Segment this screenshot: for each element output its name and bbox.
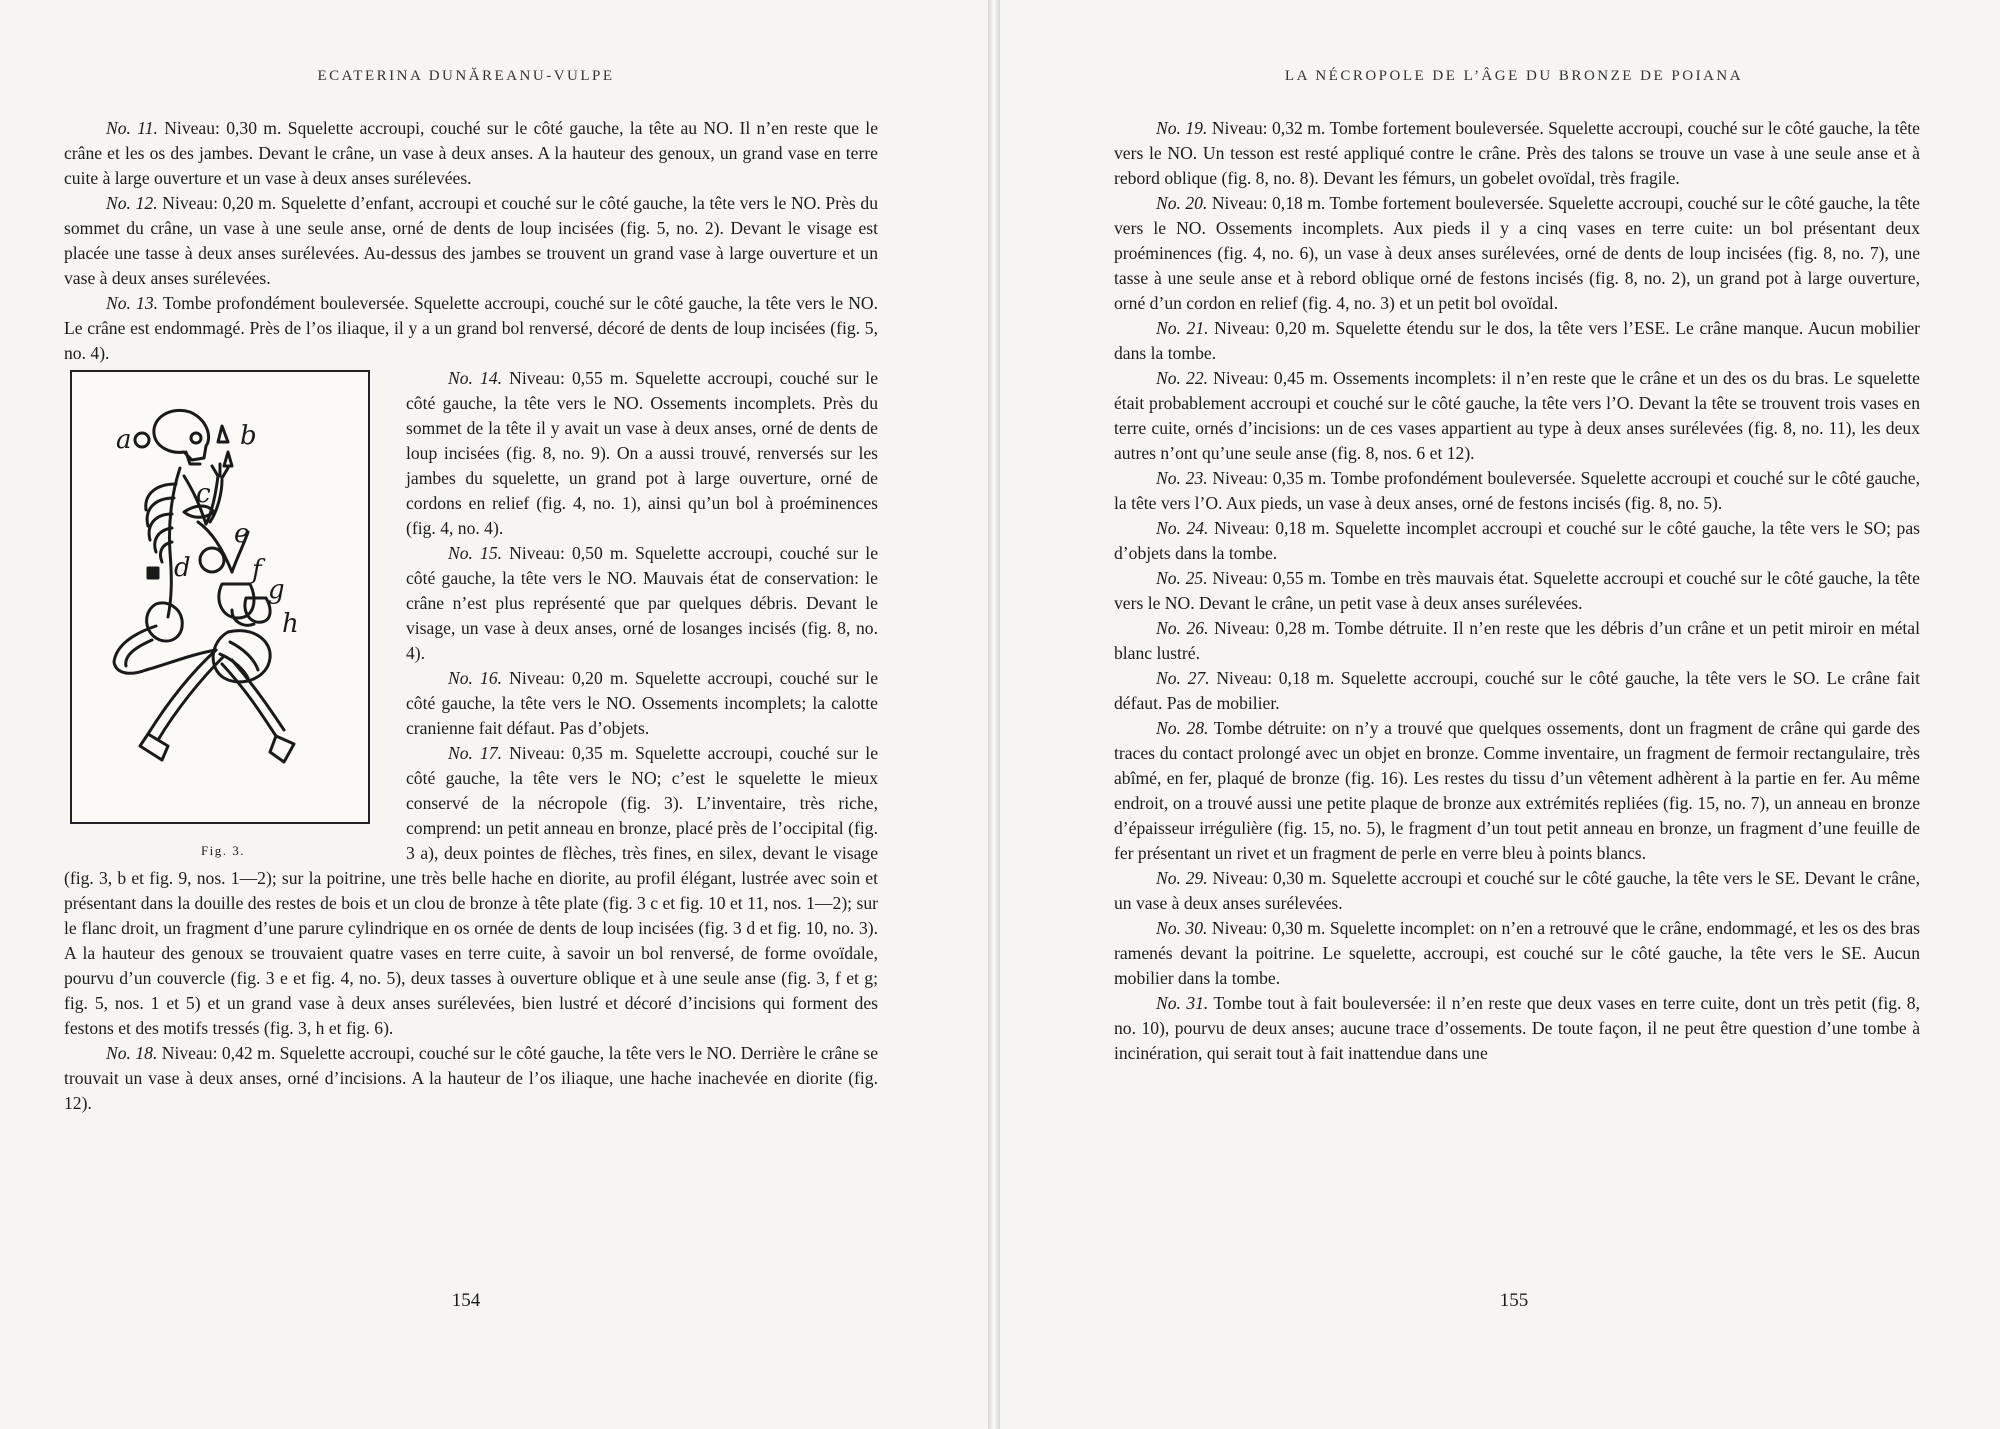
- figure-label-h: h: [282, 609, 299, 639]
- figure-label-c: c: [196, 479, 211, 509]
- tomb-description: Niveau: 0,20 m. Squelette accroupi, couché sur le côté gauche, la tête vers le NO. Ossements incomplets; la calotte cranienne fait défaut. Pas d’objets.: [406, 668, 878, 738]
- tomb-description: Niveau: 0,35 m. Tombe profondément bouleversée. Squelette accroupi et couché sur le côté gauche, la tête vers l’O. Aux pieds, un vase à deux anses, orné de festons incisés (fig. 8, no. 5).: [1114, 468, 1920, 513]
- tomb-entry: [64, 291, 878, 366]
- tomb-entry: [64, 116, 878, 191]
- tomb-number: No. 28.: [1156, 718, 1209, 738]
- figure-caption: Fig. 3.: [200, 843, 246, 858]
- tomb-number: No. 27.: [1156, 668, 1210, 688]
- tomb-entry: [64, 1041, 878, 1116]
- figure-label-e: e: [234, 519, 250, 549]
- tomb-number: No. 23.: [1156, 468, 1208, 488]
- right-page: [1000, 0, 2000, 1429]
- tomb-description: Niveau: 0,30 m. Squelette incomplet: on n’en a retrouvé que le crâne, endommagé, et les os des bras ramenés devant la poitrine. Le squelette, accroupi, est couché sur le côté gauche, la tête vers le SE. Aucun mobilier dans la tombe.: [1114, 918, 1920, 988]
- tomb-number: No. 26.: [1156, 618, 1209, 638]
- tomb-description: Niveau: 0,50 m. Squelette accroupi, couché sur le côté gauche, la tête vers le NO. Mauvais état de conservation: le crâne n’est plus représenté que par quelques débris. Devant le visage, un vase à deux anses, orné de losanges incisés (fig. 8, no. 4).: [406, 543, 878, 663]
- tomb-number: No. 25.: [1156, 568, 1208, 588]
- tomb-number: No. 29.: [1156, 868, 1208, 888]
- tomb-entry: [1114, 916, 1920, 991]
- figure-label-g: g: [268, 575, 285, 605]
- skeleton-drawing: [72, 372, 368, 822]
- tomb-entry: [1114, 516, 1920, 566]
- figure-frame: [70, 370, 370, 824]
- tomb-number: No. 11.: [106, 118, 158, 138]
- running-head-left: ECATERINA DUNĂREANU-VULPE: [317, 68, 615, 84]
- tomb-description: Niveau: 0,30 m. Squelette accroupi, couché sur le côté gauche, la tête au NO. Il n’en reste que le crâne et les os des jambes. Devant le crâne, un vase à deux anses. A la hauteur des genoux, un grand vase en terre cuite à large ouverture et un vase à deux anses surélevées.: [64, 118, 878, 188]
- tomb-entry: [1114, 466, 1920, 516]
- figure-label-d: d: [174, 553, 191, 583]
- book-gutter: [988, 0, 1000, 1429]
- tomb-number: No. 19.: [1156, 118, 1208, 138]
- tomb-description: Niveau: 0,18 m. Tombe fortement bouleversée. Squelette accroupi, couché sur le côté gauche, la tête vers le NO. Ossements incomplets. Aux pieds il y a cinq vases en terre cuite: un bol présentant deux proéminences (fig. 4, no. 6), un vase à deux anses surélevées, orné de dents de loup incisées (fig. 8, no. 7), une tasse à une seule anse et à rebord oblique orné de festons incisés (fig. 8, no. 2), un grand pot à large ouverture, orné d’un cordon en relief (fig. 4, no. 3) et un petit bol ovoïdal.: [1114, 193, 1920, 313]
- tomb-number: No. 13.: [106, 293, 159, 313]
- left-text-block: [64, 116, 878, 1116]
- tomb-description: Tombe profondément bouleversée. Squelette accroupi, couché sur le côté gauche, la tête vers le NO. Le crâne est endommagé. Près de l’os iliaque, il y a un grand bol renversé, décoré de dents de loup incisées (fig. 5, no. 4).: [64, 293, 879, 363]
- tomb-number: No. 30.: [1156, 918, 1208, 938]
- tomb-number: No. 24.: [1156, 518, 1209, 538]
- tomb-entry: [1114, 716, 1920, 866]
- tomb-number: No. 21.: [1156, 318, 1209, 338]
- page-number-right: 155: [1499, 1290, 1529, 1311]
- tomb-description: Niveau: 0,20 m. Squelette étendu sur le dos, la tête vers l’ESE. Le crâne manque. Aucun mobilier dans la tombe.: [1114, 318, 1920, 363]
- tomb-entry: [1114, 666, 1920, 716]
- tomb-number: No. 12.: [106, 193, 158, 213]
- running-head-right: LA NÉCROPOLE DE L’ÂGE DU BRONZE DE POIANA: [1284, 68, 1744, 84]
- tomb-description: Niveau: 0,55 m. Squelette accroupi, couché sur le côté gauche, la tête vers le NO. Ossements incomplets. Près du sommet de la tête il y avait un vase à deux anses, orné de dents de loup incisées (fig. 8, no. 9). On a aussi trouvé, renversés sur les jambes du squelette, un grand pot à large ouverture, orné de cordons en relief (fig. 4, no. 1), ainsi qu’un bol à proéminences (fig. 4, no. 4).: [406, 368, 878, 538]
- tomb-description: Niveau: 0,18 m. Squelette incomplet accroupi et couché sur le côté gauche, la tête vers le SO; pas d’objets dans la tombe.: [1114, 518, 1920, 563]
- tomb-entry: [1114, 366, 1920, 466]
- figure-label-a: a: [116, 425, 132, 455]
- tomb-entry: [1114, 116, 1920, 191]
- right-text-block: [1114, 116, 1920, 1066]
- page-number-left: 154: [451, 1290, 481, 1311]
- tomb-description: Niveau: 0,45 m. Ossements incomplets: il n’en reste que le crâne et un des os du bras. Le squelette était probablement accroupi et couché sur le côté gauche, la tête vers l’O. Devant la tête se trouvent trois vases en terre cuite, ornés d’incisions: un de ces vases appartient au type à deux anses surélevées (fig. 8, no. 11), les deux autres n’ont qu’une seule anse (fig. 8, nos. 6 et 12).: [1114, 368, 1920, 463]
- tomb-number: No. 14.: [448, 368, 503, 388]
- tomb-description: Niveau: 0,35 m. Squelette accroupi, couché sur le côté gauche, la tête vers le NO; c’est le squelette le mieux conservé de la nécropole (fig. 3). L’inventaire, très riche, comprend: un petit anneau en bronze, placé près de l’occipital (fig. 3 a), deux pointes de flèches, très fines, en silex, devant le visage (fig. 3, b et fig. 9, nos. 1—2); sur la poitrine, une très belle hache en diorite, au profil élégant, lustrée avec soin et présentant dans la douille des restes de bois et un clou de bronze à tête plate (fig. 3 c et fig. 10 et 11, nos. 1—2); sur le flanc droit, un fragment d’une parure cylindrique en os ornée de dents de loup incisées (fig. 3 d et fig. 10, no. 3). A la hauteur des genoux se trouvaient quatre vases en terre cuite, à savoir un bol renversé, de forme ovoïdale, pourvu d’un couvercle (fig. 3 e et fig. 4, no. 5), deux tasses à ouverture oblique et à une seule anse (fig. 3, f et g; fig. 5, nos. 1 et 5) et un grand vase à deux anses surélevées, bien lustré et décoré d’incisions qui forment des festons et des motifs tressés (fig. 3, h et fig. 6).: [64, 743, 878, 1038]
- tomb-entry: [1114, 191, 1920, 316]
- tomb-description: Tombe tout à fait bouleversée: il n’en reste que deux vases en terre cuite, dont un très petit (fig. 8, no. 10), pourvu de deux anses; aucune trace d’ossements. De toute façon, il ne peut être question d’une tombe à incinération, qui serait tout à fait inattendue dans une: [1114, 993, 1920, 1063]
- tomb-entry: [1114, 316, 1920, 366]
- left-page: [0, 0, 988, 1429]
- tomb-number: No. 22.: [1156, 368, 1209, 388]
- tomb-number: No. 20.: [1156, 193, 1208, 213]
- tomb-entry: [64, 191, 878, 291]
- tomb-number: No. 17.: [448, 743, 503, 763]
- tomb-description: Niveau: 0,28 m. Tombe détruite. Il n’en reste que les débris d’un crâne et un petit miroir en métal blanc lustré.: [1114, 618, 1920, 663]
- tomb-description: Niveau: 0,32 m. Tombe fortement bouleversée. Squelette accroupi, couché sur le côté gauche, la tête vers le NO. Un tesson est resté appliqué contre le crâne. Près des talons se trouve un vase à une seule anse et à rebord oblique (fig. 8, no. 8). Devant les fémurs, un gobelet ovoïdal, très fragile.: [1114, 118, 1920, 188]
- tomb-description: Niveau: 0,18 m. Squelette accroupi, couché sur le côté gauche, la tête vers le SO. Le crâne fait défaut. Pas de mobilier.: [1114, 668, 1920, 713]
- figure-3: [64, 368, 382, 858]
- tomb-number: No. 18.: [106, 1043, 158, 1063]
- tomb-description: Niveau: 0,20 m. Squelette d’enfant, accroupi et couché sur le côté gauche, la tête vers le NO. Près du sommet du crâne, un vase à une seule anse, orné de dents de loup incisées (fig. 5, no. 2). Devant le visage est placée une tasse à deux anses surélevées. Au-dessus des jambes se trouvent un grand vase à large ouverture et un vase à deux anses surélevées.: [64, 193, 878, 288]
- tomb-number: No. 15.: [448, 543, 503, 563]
- tomb-entry: [1114, 991, 1920, 1066]
- tomb-description: Niveau: 0,55 m. Tombe en très mauvais état. Squelette accroupi et couché sur le côté gauche, la tête vers le NO. Devant le crâne, un petit vase à deux anses surélevées.: [1114, 568, 1920, 613]
- figure-label-f: f: [252, 555, 262, 585]
- tomb-entry: [1114, 566, 1920, 616]
- figure-label-b: b: [240, 421, 257, 451]
- tomb-description: Tombe détruite: on n’y a trouvé que quelques ossements, dont un fragment de crâne qui garde des traces du contact prolongé avec un objet en bronze. Comme inventaire, un fragment de fermoir rectangulaire, très abîmé, en fer, plaqué de bronze (fig. 16). Les restes du tissu d’un vêtement adhèrent à la partie en fer. Au même endroit, on a trouvé aussi une petite plaque de bronze aux extrémités repliées (fig. 15, no. 7), un anneau en bronze d’épaisseur irrégulière (fig. 15, no. 5), le fragment d’un tout petit anneau en bronze, un fragment d’une feuille de fer présentant un rivet et un fragment de perle en verre bleu à points blancs.: [1114, 718, 1920, 863]
- tomb-entry: [1114, 866, 1920, 916]
- tomb-entry: [1114, 616, 1920, 666]
- tomb-number: No. 31.: [1156, 993, 1209, 1013]
- tomb-description: Niveau: 0,30 m. Squelette accroupi et couché sur le côté gauche, la tête vers le SE. Devant le crâne, un vase à deux anses surélevées.: [1114, 868, 1920, 913]
- tomb-number: No. 16.: [448, 668, 503, 688]
- tomb-description: Niveau: 0,42 m. Squelette accroupi, couché sur le côté gauche, la tête vers le NO. Derrière le crâne se trouvait un vase à deux anses, orné d’incisions. A la hauteur de l’os iliaque, une hache inachevée en diorite (fig. 12).: [64, 1043, 878, 1113]
